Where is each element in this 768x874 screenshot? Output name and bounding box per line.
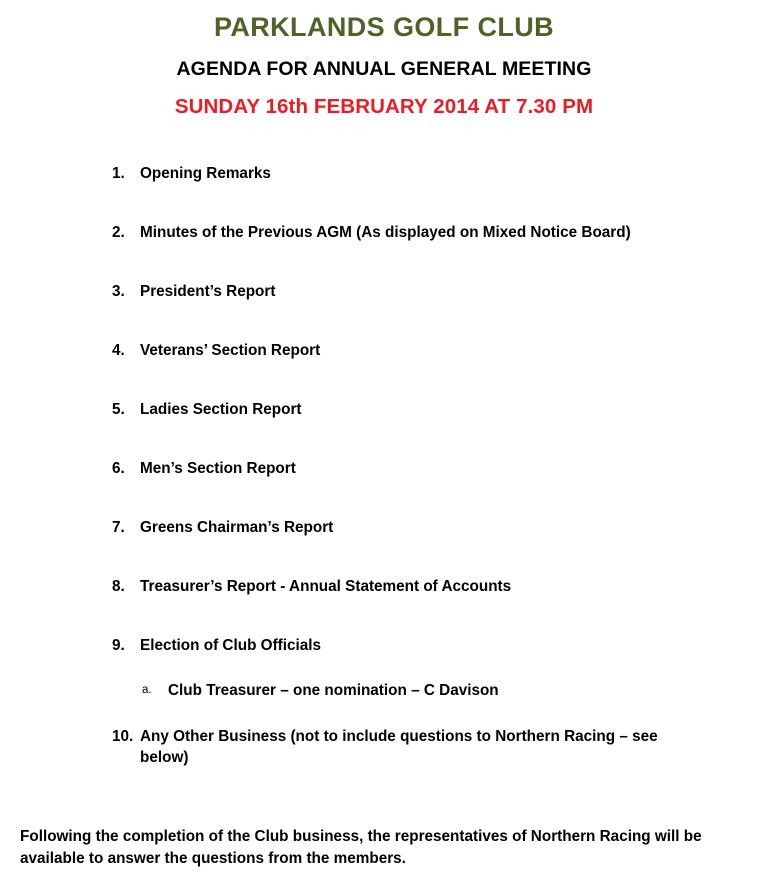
agenda-item — [0, 459, 768, 492]
agenda-item — [0, 518, 768, 551]
agenda-sub-item-label: Club Treasurer – one nomination – C Davison — [168, 681, 499, 699]
footer-note: Following the completion of the Club business, the representatives of Northern Racing will be available to answer the questions from the members. — [20, 828, 702, 868]
agenda-item-marker: 8. — [112, 577, 125, 595]
agenda-item-marker: 9. — [112, 636, 125, 654]
meeting-datetime: SUNDAY 16th FEBRUARY 2014 AT 7.30 PM — [174, 95, 594, 119]
document-header — [0, 0, 768, 120]
agenda-item-marker: 2. — [112, 223, 125, 241]
agenda-item-label: Minutes of the Previous AGM (As displayed on Mixed Notice Board) — [140, 223, 631, 241]
agenda-item — [0, 577, 768, 610]
agenda-item-marker: 1. — [112, 164, 125, 182]
agenda-list — [0, 120, 768, 769]
agenda-sublist-container — [0, 681, 768, 702]
agenda-item-marker: 4. — [112, 341, 125, 359]
agenda-sub-item-marker: a. — [142, 683, 152, 696]
agenda-item — [0, 727, 768, 768]
agenda-item — [0, 282, 768, 315]
agenda-item-marker: 6. — [112, 459, 125, 477]
agenda-item — [0, 400, 768, 433]
agenda-item-label: Men’s Section Report — [140, 459, 296, 477]
agenda-sub-list — [0, 681, 768, 702]
agenda-item-label: President’s Report — [140, 282, 276, 300]
agenda-subtitle: AGENDA FOR ANNUAL GENERAL MEETING — [176, 57, 592, 80]
agenda-item-label: Any Other Business (not to include questions to Northern Racing – see below) — [140, 728, 658, 767]
agenda-item-marker: 5. — [112, 400, 125, 418]
page-title: PARKLANDS GOLF CLUB — [213, 12, 555, 42]
agenda-item-marker: 7. — [112, 518, 125, 536]
agenda-item-label: Treasurer’s Report - Annual Statement of Accounts — [140, 577, 512, 595]
agenda-item-label: Veterans’ Section Report — [140, 341, 321, 359]
agenda-item — [0, 223, 768, 256]
agenda-item — [0, 636, 768, 669]
agenda-item-marker: 3. — [112, 282, 125, 300]
agenda-item-label: Greens Chairman’s Report — [140, 518, 334, 536]
agenda-item — [0, 341, 768, 374]
agenda-item-label: Opening Remarks — [140, 164, 271, 182]
agenda-item-marker: 10. — [112, 728, 134, 746]
agenda-sub-item — [0, 681, 768, 702]
agenda-item — [0, 164, 768, 197]
agenda-item-label: Ladies Section Report — [140, 400, 302, 418]
agenda-item-label: Election of Club Officials — [140, 636, 322, 654]
